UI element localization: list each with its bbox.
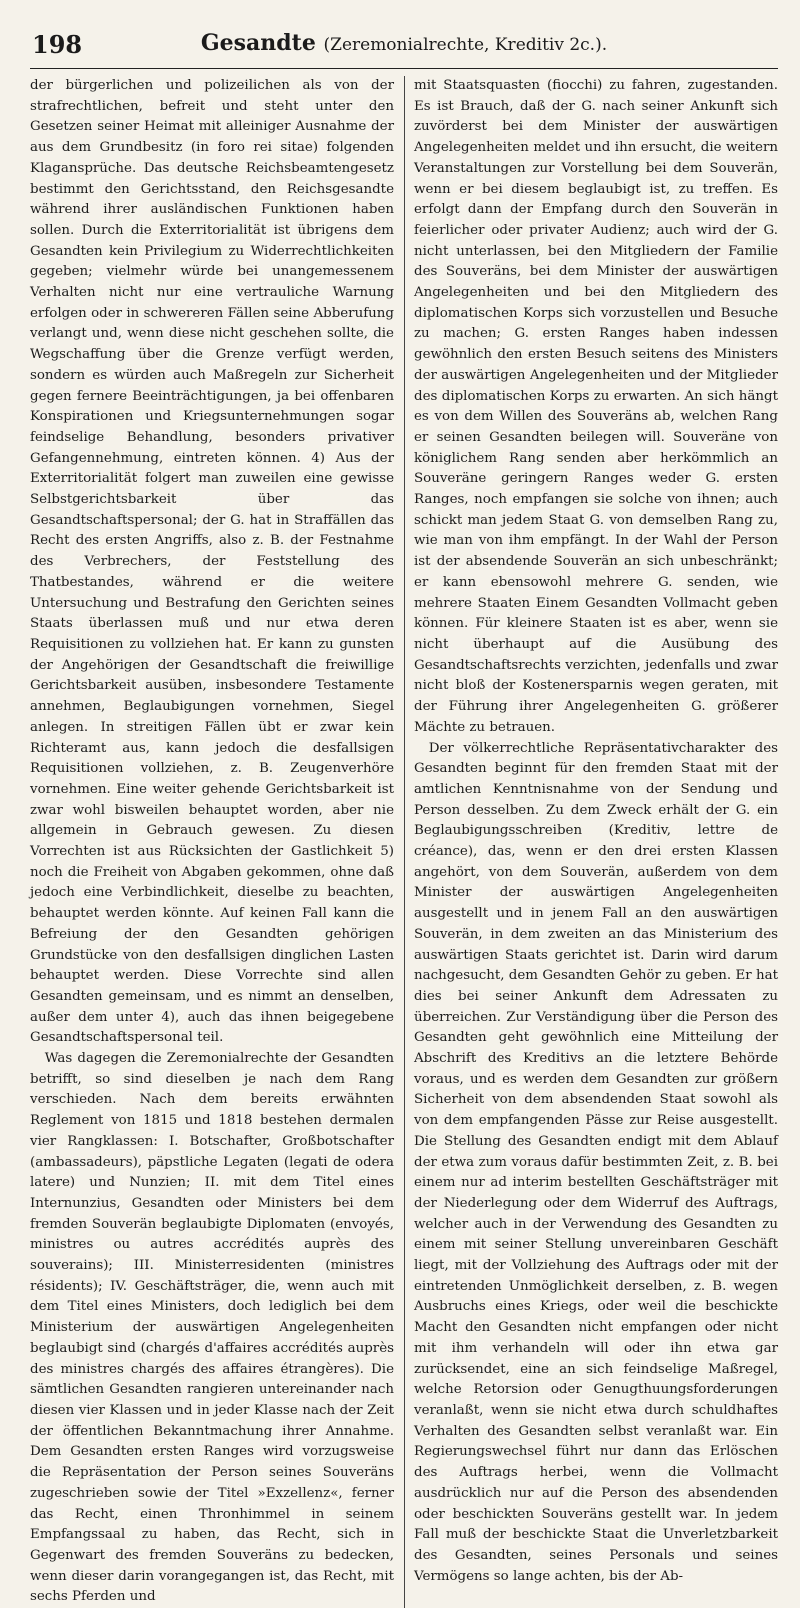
running-head	[30, 30, 778, 56]
running-head-subtitle: (Zeremonialrechte, Kreditiv 2c.).	[323, 35, 608, 55]
left-paragraph-1: der bürgerlichen und polizeilichen als von der strafrechtlichen, befreit und steht unter den Gesetzen seiner Heimat mit alleiniger Ausnahme der aus dem Grundbesitz (in foro rei sitae) folgenden Klagansprüche. Das deutsche Reichsbeamtengesetz bestimmt den Gerichtsstand, den Reichsgesandte während ihrer ausländischen Funktionen haben sollen. Durch die Exterritorialität ist übrigens dem Gesandten kein Privilegium zu Widerrechtlichkeiten gegeben; vielmehr würde bei unangemessenem Verhalten nicht nur eine vertrauliche Warnung erfolgen oder in schwereren Fällen seine Abberufung verlangt und, wenn diese nicht geschehen sollte, die Wegschaffung über die Grenze verfügt werden, sondern es würden auch Maßregeln zur Sicherheit gegen fernere Beeinträchtigungen, ja bei offenbaren Konspirationen und Kriegsunternehmungen sogar feindselige Behandlung, besonders privativer Gefangennehmung, eintreten können. 4) Aus der Exterritorialität folgert man zuweilen eine gewisse Selbstgerichtsbarkeit über das Gesandtschaftspersonal; der G. hat in Straffällen das Recht des ersten Angriffs, also z. B. der Festnahme des Verbrechers, der Feststellung des Thatbestandes, während er die weitere Untersuchung und Bestrafung den Gerichten seines Staats überlassen muß und nur etwa deren Requisitionen zu vollziehen hat. Er kann zu gunsten der Angehörigen der Gesandtschaft die freiwillige Gerichtsbarkeit ausüben, insbesondere Testamente annehmen, Beglaubigungen vornehmen, Siegel anlegen. In streitigen Fällen übt er zwar kein Richteramt aus, kann jedoch die desfallsigen Requisitionen vollziehen, z. B. Zeugenverhöre vornehmen. Eine weiter gehende Gerichtsbarkeit ist zwar wohl bisweilen behauptet worden, aber nie allgemein in Gebrauch gewesen. Zu diesen Vorrechten ist aus Rücksichten der Gastlichkeit 5) noch die Freiheit von Abgaben gekommen, ohne daß jedoch eine Verbindlichkeit, dieselbe zu beachten, behauptet werden könnte. Auf keinen Fall kann die Befreiung der den Gesandten gehörigen Grundstücke von den desfallsigen dinglichen Lasten behauptet werden. Diese Vorrechte sind allen Gesandten gemeinsam, und es nimmt an denselben, außer dem unter 4), auch das ihnen beigegebene Gesandtschaftspersonal teil.	[30, 78, 394, 1046]
right-paragraph-1: mit Staatsquasten (fiocchi) zu fahren, zugestanden. Es ist Brauch, daß der G. nach seiner Ankunft sich zuvörderst bei dem Minister der auswärtigen Angelegenheiten meldet und ihn ersucht, die weitern Veranstaltungen zur Vorstellung bei dem Souverän, wenn er bei diesem beglaubigt ist, zu treffen. Es erfolgt dann der Empfang durch den Souverän in feierlicher oder privater Audienz; auch wird der G. nicht unterlassen, bei den Mitgliedern der Familie des Souveräns, bei dem Minister der auswärtigen Angelegenheiten und bei den Mitgliedern des diplomatischen Korps sich vorzustellen und Besuche zu machen; G. ersten Ranges haben indessen gewöhnlich den ersten Besuch seitens des Ministers der auswärtigen Angelegenheiten und der Mitglieder des diplomatischen Korps zu erwarten. An sich hängt es von dem Willen des Souveräns ab, welchen Rang er seinen Gesandten beilegen will. Souveräne von königlichem Rang senden aber herkömmlich an Souveräne geringern Ranges weder G. ersten Ranges, noch empfangen sie solche von ihnen; auch schickt man jedem Staat G. von demselben Rang zu, wie man von ihm empfängt. In der Wahl der Person ist der absendende Souverän an sich unbeschränkt; er kann ebensowohl mehrere G. senden, wie mehrere Staaten Einem Gesandten Vollmacht geben können. Für kleinere Staaten ist es aber, wenn sie nicht überhaupt auf die Ausübung des Gesandtschaftsrechts verzichten, jedenfalls und zwar nicht bloß der Kostenersparnis wegen geraten, mit der Führung ihrer Angelegenheiten G. größerer Mächte zu betrauen.	[414, 78, 778, 735]
right-paragraph-2: Der völkerrechtliche Repräsentativcharakter des Gesandten beginnt für den fremden Staat mit der amtlichen Kenntnisnahme von der Sendung und Person desselben. Zu dem Zweck erhält der G. ein Beglaubigungsschreiben (Kreditiv, lettre de créance), das, wenn er den drei ersten Klassen angehört, von dem Souverän, außerdem von dem Minister der auswärtigen Angelegenheiten ausgestellt und in jenem Fall an den auswärtigen Souverän, in dem zweiten an das Ministerium des auswärtigen Staats gerichtet ist. Darin wird darum nachgesucht, dem Gesandten Gehör zu geben. Er hat dies bei seiner Ankunft dem Adressaten zu überreichen. Zur Verständigung über die Person des Gesandten geht gewöhnlich eine Mitteilung der Abschrift des Kreditivs an die letztere Behörde voraus, und es werden dem Gesandten zur größern Sicherheit von dem absendenden Staat sowohl als von dem empfangenden Pässe zur Reise ausgestellt. Die Stellung des Gesandten endigt mit dem Ablauf der etwa zum voraus dafür bestimmten Zeit, z. B. bei einem nur ad interim bestellten Geschäftsträger mit der Niederlegung oder dem Widerruf des Auftrags, welcher auch in der Verwendung des Gesandten zu einem mit seiner Stellung unvereinbaren Geschäft liegt, mit der Vollziehung des Auftrags oder mit der eintretenden Unmöglichkeit derselben, z. B. wegen Ausbruchs eines Kriegs, oder weil die beschickte Macht den Gesandten nicht empfangen oder nicht mit ihm verhandeln will oder ihn etwa gar zurücksendet, eine an sich feindselige Maßregel, welche Retorsion oder Genugthuungsforderungen veranlaßt, wenn sie nicht etwa durch schuldhaftes Verhalten des Gesandten selbst veranlaßt war. Ein Regierungswechsel führt nur dann das Erlöschen des Auftrags herbei, wenn die Vollmacht ausdrücklich nur auf die Person des absendenden oder beschickten Souveräns gestellt war. In jedem Fall muß der beschickte Staat die Unverletzbarkeit des Gesandten, seines Personals und seines Vermögens so lange achten, bis der Ab-	[414, 740, 778, 1584]
running-head-title: Gesandte	[200, 30, 316, 56]
right-column	[414, 76, 778, 1608]
left-column	[30, 76, 394, 1608]
page-header	[30, 18, 778, 69]
page-number: 198	[32, 30, 83, 59]
text-columns	[30, 76, 778, 1608]
left-paragraph-2: Was dagegen die Zeremonialrechte der Gesandten betrifft, so sind dieselben je nach dem Rang verschieden. Nach dem bereits erwähnten Reglement von 1815 und 1818 bestehen dermalen vier Rangklassen: I. Botschafter, Großbotschafter (ambassadeurs), päpstliche Legaten (legati de odera latere) und Nunzien; II. mit dem Titel eines Internunzius, Gesandten oder Ministers bei dem fremden Souverän beglaubigte Diplomaten (envoyés, ministres ou autres accrédités auprès des souverains); III. Ministerresidenten (ministres résidents); IV. Geschäftsträger, die, wenn auch mit dem Titel eines Ministers, doch lediglich bei dem Ministerium der auswärtigen Angelegenheiten beglaubigt sind (chargés d'affaires accrédités auprès des ministres chargés des affaires étrangères). Die sämtlichen Gesandten rangieren untereinander nach diesen vier Klassen und in jeder Klasse nach der Zeit der öffentlichen Bekanntmachung ihrer Annahme. Dem Gesandten ersten Ranges wird vorzugsweise die Repräsentation der Person seines Souveräns zugeschrieben sowie der Titel »Exzellenz«, ferner das Recht, einen Thronhimmel in seinem Empfangssaal zu haben, das Recht, sich in Gegenwart des fremden Souveräns zu bedecken, wenn dieser darin vorangegangen ist, das Recht, mit sechs Pferden und	[30, 1051, 394, 1605]
